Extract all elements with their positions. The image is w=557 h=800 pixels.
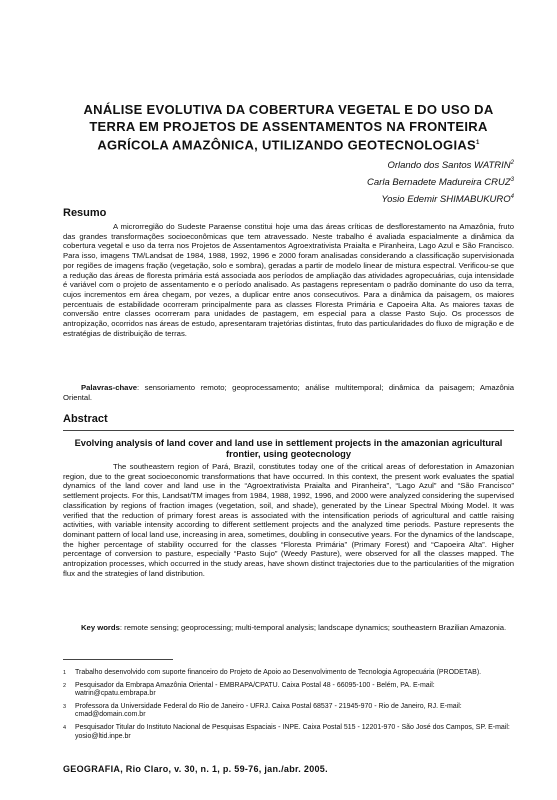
resumo-body: A microrregião do Sudeste Paraense constitui hoje uma das áreas críticas de desflorestamento na Amazônia, fruto das grandes transformações socioeconômicas que tem atravessado. Neste trabalho é avaliada espacialmente a dinâmica da cobertura vegetal e uso da terra nos Projetos de Assentamentos Agroextrativista Praialta e Piranheira, Lago Azul e São Francisco. Para isso, imagens TM/Landsat de 1984, 1988, 1992, 1996 e 2000 foram analisadas considerando a classificação supervisionada por regiões de imagens fração (vegetação, solo e sombra), geradas a partir de modelo linear de mistura espectral. Verificou-se que a redução das áreas de floresta primária está associada aos períodos de ampliação das atividades agropecuárias, cuja intensidade é variável com o projeto de assentamento e o período analisado. As pastagens representam o padrão dominante do uso da terra, cujos incrementos em área chegam, por vezes, a duplicar entre anos consecutivos. Para a dinâmica da paisagem, os maiores percentuais de estabilidade ocorreram principalmente para as classes Floresta Primária e Capoeira Alta. As maiores taxas de conversão entre classes ocorreram para unidades de pastagem, em especial para a classe Pasto Sujo. Os processos de antropização, ocorridos nas áreas de estudo, apresentaram trajetórias distintas, fruto das particularidades do fluxo de migração e de estratégias de distribuição de terras.: [63, 222, 514, 338]
footnote-text: Professora da Universidade Federal do Rio de Janeiro - UFRJ. Caixa Postal 68537 - 21945-970 - Rio de Janeiro, RJ. E-mail: cmad@domain.com.br: [75, 702, 462, 719]
english-title: Evolving analysis of land cover and land use in settlement projects in the amazonian agricultural frontier, using geotecnology: [74, 438, 503, 459]
keywords-text: : remote sensing; geoprocessing; multi-temporal analysis; landscape dynamics; southeastern Brazilian Amazonia.: [119, 623, 507, 632]
footnotes: [63, 669, 514, 745]
footnote-mark: 2: [63, 682, 67, 689]
author-footnote-mark: 2: [510, 160, 514, 166]
keywords-label: Palavras-chave: [81, 383, 137, 392]
footnote: [63, 669, 514, 678]
author-footnote-mark: 4: [510, 194, 514, 201]
footnote-rule: [63, 659, 173, 660]
footnote-text: Trabalho desenvolvido com suporte financeiro do Projeto de Apoio ao Desenvolvimento de Tecnologia Agropecuária (PRODETAB).: [75, 669, 482, 676]
paper-title-text: ANÁLISE EVOLUTIVA DA COBERTURA VEGETAL E DO USO DA TERRA EM PROJETOS DE ASSENTAMENTOS NA FRONTEIRA AGRÍCOLA AMAZÔNICA, UTILIZANDO GEOTECNOLOGIAS: [83, 102, 494, 153]
abstract-keywords: [63, 623, 514, 633]
author-name: Orlando dos Santos WATRIN: [387, 160, 511, 172]
journal-reference: GEOGRAFIA, Rio Claro, v. 30, n. 1, p. 59-76, jan./abr. 2005.: [63, 764, 328, 774]
keywords-text: : sensoriamento remoto; geoprocessamento; análise multitemporal; dinâmica da paisagem; Amazônia Oriental.: [63, 383, 514, 402]
abstract-body: The southeastern region of Pará, Brazil, constitutes today one of the critical areas of deforestation in Amazonian region, due to the great socioeconomic transformations that have occurred. In this context, the present work evaluates the spatial dynamics of the land cover and land use in the “Agroextrativista Praialta and Piranheira”, “Lago Azul” and “São Francisco” settlement projects. For this, Landsat/TM images from 1984, 1988, 1992, 1996, and 2000 were analyzed considering the supervised classification by regions of fraction images (vegetation, soil, and shade), generated by the Linear Spectral Mixing Model. It was verified that the reduction of primary forest areas is associated with the intensification periods of agricultural and cattle raising activities, with variable intensity according to different settlement projects and the analyzed time periods. Pasture represents the dominant pattern of local land use, increasing in area, sometimes, doubling in consecutive years. For the dynamics of the landscape, the higher percentage of stability occurred for the classes “Floresta Primária” (Primary Forest) and “Capoeira Alta”. Higher percentage of conversion to pasture, especially “Pasto Sujo” (Weedy Pasture), were observed for all the classes mapped. The antropization processes, which occurred in the study areas, have shown distinct trajectories due to the particularities of the migration flux and the strategies of land distribution.: [63, 462, 514, 578]
resumo-heading: Resumo: [63, 207, 107, 219]
resumo-keywords: [63, 383, 514, 402]
author-name: Yosio Edemir SHIMABUKURO: [381, 194, 511, 206]
author: [367, 190, 514, 207]
abstract-heading: Abstract: [63, 413, 108, 425]
footnote-text: Pesquisador da Embrapa Amazônia Oriental - EMBRAPA/CPATU. Caixa Postal 48 - 66095-100 - Belém, PA. E-mail: watrin@cpatu.embrapa.br: [75, 681, 435, 698]
author-name: Carla Bernadete Madureira CRUZ: [367, 177, 511, 189]
footnote-text: Pesquisador Titular do Instituto Nacional de Pesquisas Espaciais - INPE. Caixa Postal 515 - 12201-970 - São José dos Campos, SP. E-mail: yosio@ltid.inpe.br: [75, 723, 510, 740]
section-divider: [63, 430, 514, 431]
author: [367, 173, 514, 190]
footnote-mark: 1: [63, 670, 67, 676]
footnote: [63, 703, 514, 720]
paper-title: [63, 101, 514, 153]
footnote: [63, 724, 514, 741]
author: [367, 156, 514, 173]
keywords-label: Key words: [81, 623, 120, 632]
title-footnote-mark: 1: [476, 140, 480, 146]
footnote-mark: 3: [63, 703, 67, 710]
author-footnote-mark: 3: [510, 177, 514, 184]
author-list: [367, 156, 514, 207]
footnote: [63, 682, 514, 699]
footnote-mark: 4: [63, 724, 67, 731]
